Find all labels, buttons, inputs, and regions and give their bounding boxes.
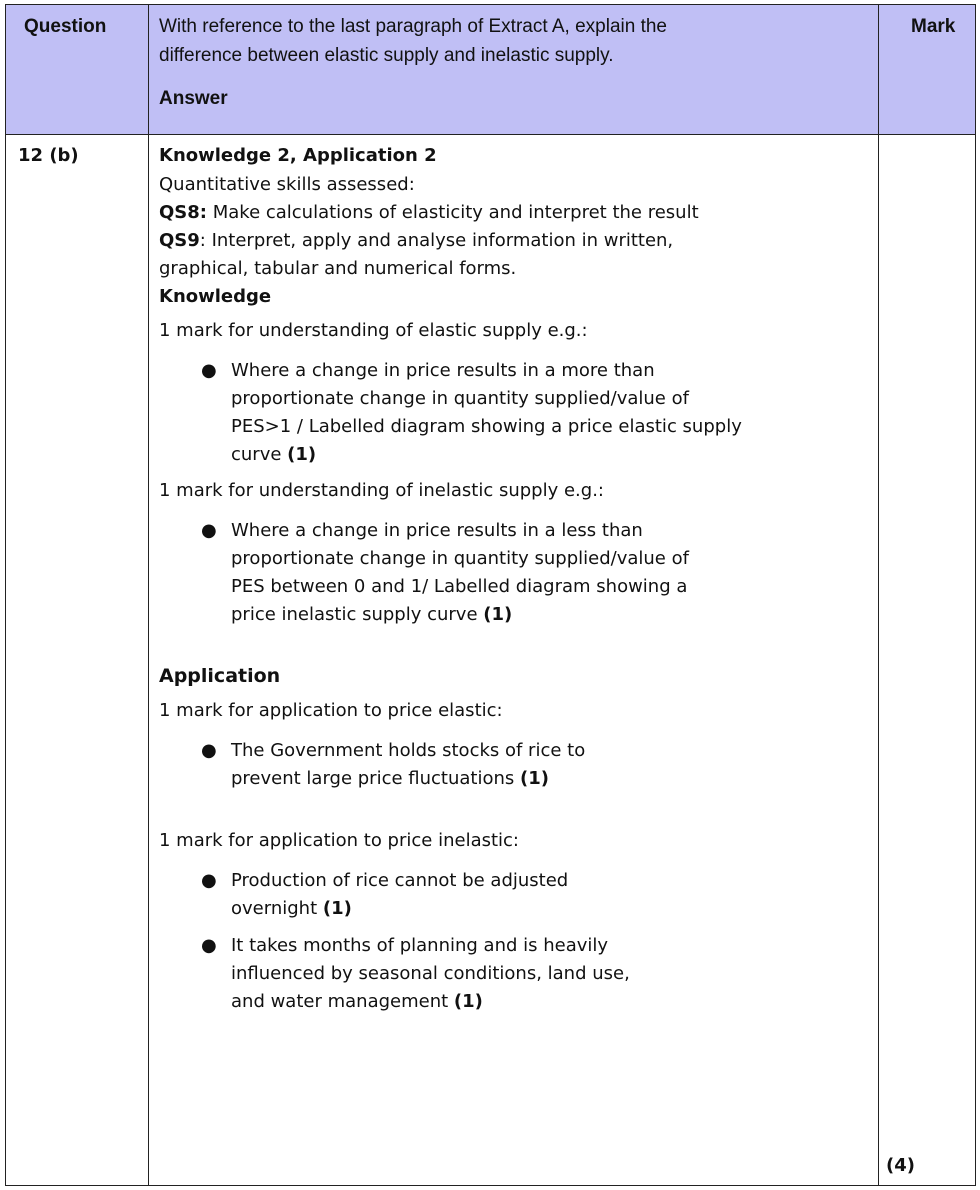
bullet-text-part: and water management <box>231 991 454 1012</box>
application-2-intro: 1 mark for application to price inelastic: <box>159 830 519 851</box>
bullet-text: Where a change in price results in a more than <box>231 360 655 381</box>
qs9-label: QS9 <box>159 230 200 251</box>
knowledge-1-intro: 1 mark for understanding of elastic supply e.g.: <box>159 320 588 341</box>
qs8-text: Make calculations of elasticity and interpret the result <box>207 202 699 223</box>
mark-value: (1) <box>520 768 549 789</box>
bullet-text-part: overnight <box>231 898 323 919</box>
bullet-text <box>231 895 568 923</box>
total-mark: (4) <box>886 1155 915 1176</box>
knowledge-2-bullet <box>201 517 689 629</box>
bullet-text: PES between 0 and 1/ Labelled diagram showing a <box>231 576 688 597</box>
bullet-text: PES>1 / Labelled diagram showing a price elastic supply <box>231 416 742 437</box>
bullet-text: Where a change in price results in a less than <box>231 520 643 541</box>
mark-scheme-table <box>5 4 976 1186</box>
bullet-text <box>231 765 585 793</box>
question-text: difference between elastic supply and inelastic supply. <box>159 45 614 66</box>
application-heading: Application <box>159 665 281 687</box>
question-number: 12 (b) <box>18 145 79 166</box>
application-1-intro: 1 mark for application to price elastic: <box>159 700 503 721</box>
knowledge-heading: Knowledge <box>159 286 272 307</box>
bullet-text <box>231 441 742 469</box>
qs9-text: : Interpret, apply and analyse information in written, <box>199 230 674 251</box>
bullet-text: It takes months of planning and is heavily <box>231 935 609 956</box>
application-1-bullet <box>201 737 586 793</box>
bullet-text-part: price inelastic supply curve <box>231 604 484 625</box>
mark-value: (1) <box>287 444 317 465</box>
qs9-line <box>159 227 673 255</box>
bullet-text: proportionate change in quantity supplied/value of <box>231 548 689 569</box>
answer-column-header: Answer <box>159 88 228 109</box>
question-text: With reference to the last paragraph of Extract A, explain the <box>159 16 667 37</box>
mark-value: (1) <box>322 898 352 919</box>
bullet-text <box>231 601 689 629</box>
knowledge-2-intro: 1 mark for understanding of inelastic supply e.g.: <box>159 480 604 501</box>
column-divider <box>148 5 149 1185</box>
mark-value: (1) <box>483 604 513 625</box>
bullet-icon: ● <box>201 870 217 891</box>
column-divider <box>878 5 879 1185</box>
bullet-text <box>231 988 630 1016</box>
qs8-line <box>159 199 699 227</box>
question-column-header: Question <box>24 16 107 37</box>
mark-value: (1) <box>453 991 483 1012</box>
bullet-text: Production of rice cannot be adjusted <box>231 870 569 891</box>
bullet-icon: ● <box>201 740 217 761</box>
application-2-bullet <box>201 867 569 923</box>
qs-intro: Quantitative skills assessed: <box>159 174 415 195</box>
knowledge-1-bullet <box>201 357 742 469</box>
qs8-label: QS8: <box>159 202 207 223</box>
bullet-icon: ● <box>201 360 217 381</box>
application-2-bullet <box>201 932 630 1016</box>
answer-heading: Knowledge 2, Application 2 <box>159 145 437 166</box>
bullet-text: The Government holds stocks of rice to <box>231 740 586 761</box>
bullet-icon: ● <box>201 520 217 541</box>
bullet-text: influenced by seasonal conditions, land use, <box>231 963 630 984</box>
bullet-text-part: curve <box>231 444 288 465</box>
bullet-text-part: prevent large price fluctuations <box>231 768 520 789</box>
mark-column-header: Mark <box>911 16 956 37</box>
qs9-text: graphical, tabular and numerical forms. <box>159 258 517 279</box>
bullet-icon: ● <box>201 935 217 956</box>
bullet-text: proportionate change in quantity supplied/value of <box>231 388 689 409</box>
